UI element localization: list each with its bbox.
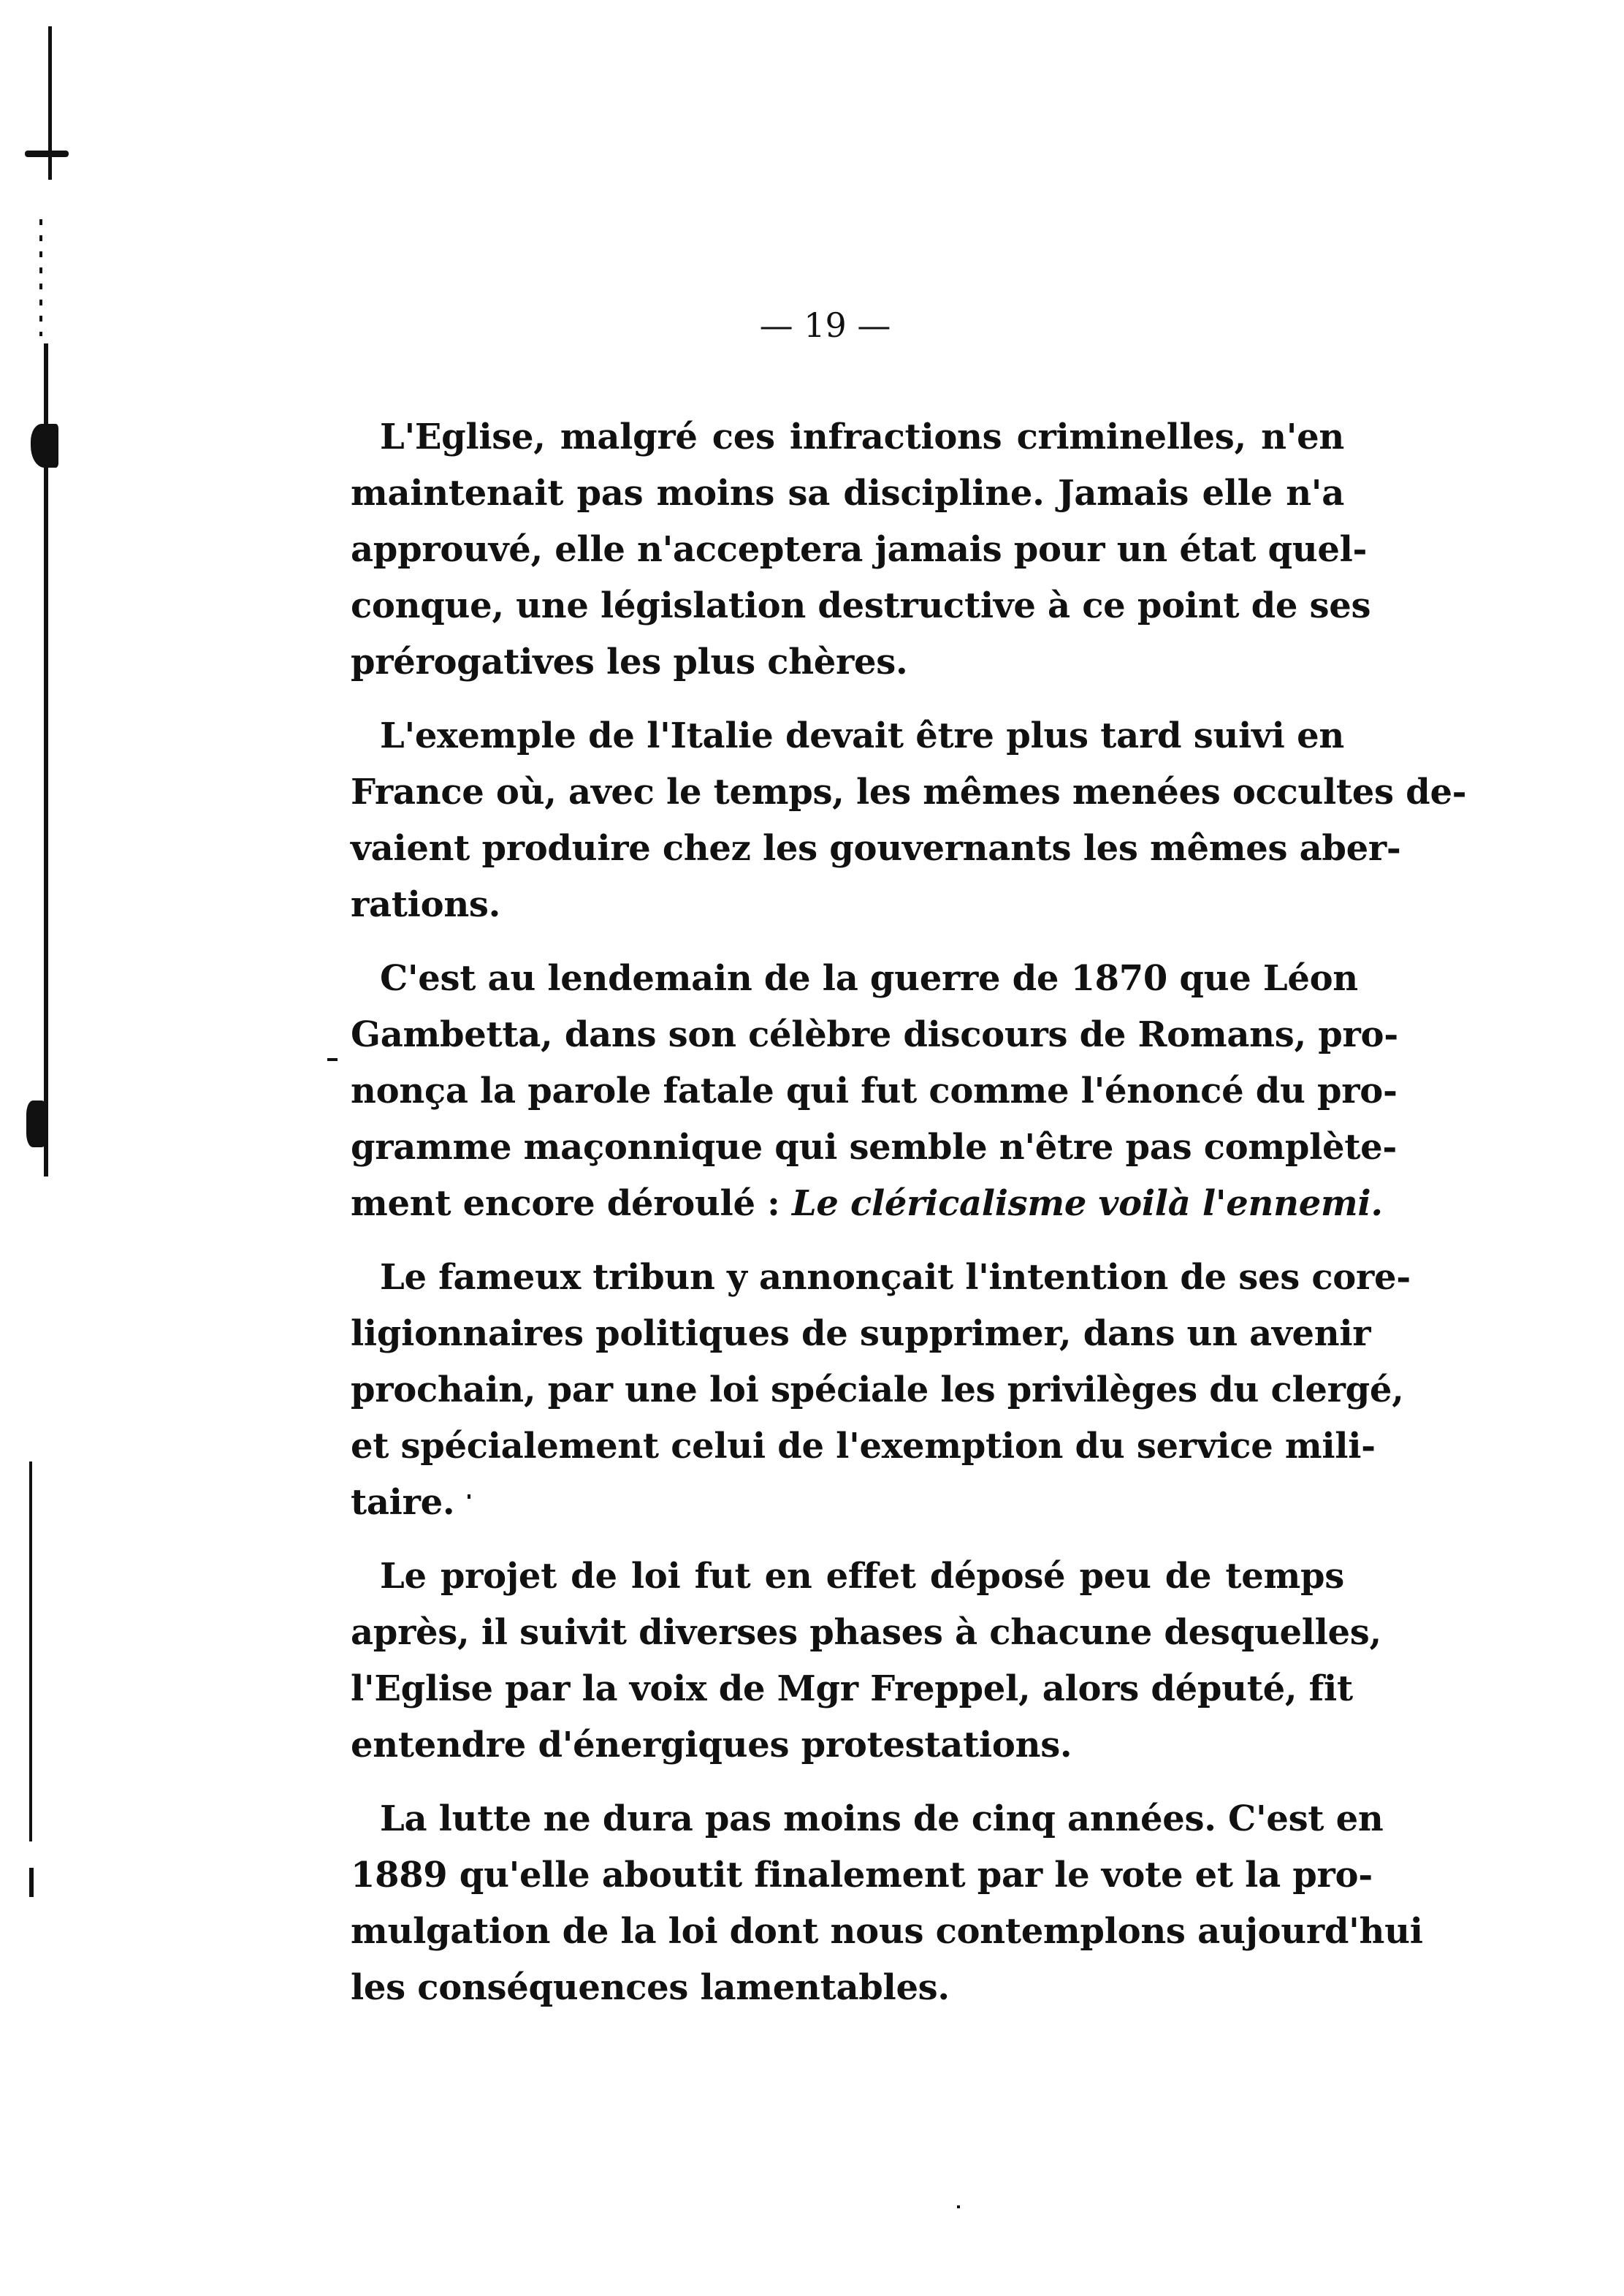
text-line: l'Eglise par la voix de Mgr Freppel, alors député, fit — [351, 1668, 1353, 1709]
text-line: approuvé, elle n'acceptera jamais pour un état quel- — [351, 529, 1368, 570]
text-line: mulgation de la loi dont nous contemplons aujourd'hui — [351, 1911, 1423, 1952]
text-line: L'Eglise, malgré ces infractions criminelles, n'en — [380, 417, 1344, 457]
scan-speck — [327, 1058, 338, 1061]
paragraph — [351, 951, 1398, 1232]
page-number: — 19 — — [759, 305, 891, 345]
text-line: prochain, par une loi spéciale les privilèges du clergé, — [351, 1369, 1404, 1410]
text-line: ligionnaires politiques de supprimer, dans un avenir — [351, 1313, 1371, 1354]
paragraph — [351, 1791, 1423, 2016]
text-line: entendre d'énergiques protestations. — [351, 1725, 1072, 1765]
text-line: L'exemple de l'Italie devait être plus tard suivi en — [380, 715, 1344, 756]
text-line: après, il suivit diverses phases à chacune desquelles, — [351, 1612, 1381, 1653]
text-line: vaient produire chez les gouvernants les mêmes aber- — [351, 828, 1401, 869]
text-line: 1889 qu'elle aboutit finalement par le vote et la pro- — [351, 1855, 1373, 1896]
italic-quote: Le cléricalisme voilà l'ennemi. — [791, 1183, 1383, 1224]
paragraph — [351, 1250, 1411, 1531]
binding-edge-mark — [31, 424, 58, 468]
text-line: C'est au lendemain de la guerre de 1870 que Léon — [380, 958, 1358, 999]
text-line: et spécialement celui de l'exemption du service mili- — [351, 1426, 1376, 1467]
text-line: nonça la parole fatale qui fut comme l'énoncé du pro- — [351, 1071, 1398, 1111]
binding-edge-mark — [26, 1101, 48, 1147]
text-line: taire. — [351, 1482, 455, 1523]
paragraph — [351, 409, 1371, 691]
text-line: France où, avec le temps, les mêmes menées occultes de- — [351, 772, 1467, 813]
text-line — [351, 1176, 1383, 1232]
binding-edge-mark — [29, 1868, 34, 1897]
text-line: Le projet de loi fut en effet déposé peu de temps — [380, 1556, 1344, 1597]
text-line: La lutte ne dura pas moins de cinq années. C'est en — [380, 1798, 1384, 1839]
text-fragment: ment encore déroulé : — [351, 1183, 792, 1224]
binding-edge-mark — [29, 1461, 32, 1841]
text-line: prérogatives les plus chères. — [351, 642, 908, 683]
paragraph — [351, 708, 1467, 933]
text-line: Le fameux tribun y annonçait l'intention de ses core- — [380, 1257, 1411, 1298]
text-line: les conséquences lamentables. — [351, 1967, 950, 2008]
text-line: conque, une législation destructive à ce point de ses — [351, 585, 1371, 626]
binding-edge-mark — [44, 343, 48, 1176]
paragraph — [351, 1548, 1381, 1774]
text-line: Gambetta, dans son célèbre discours de Romans, pro- — [351, 1014, 1398, 1055]
body-text — [351, 409, 1467, 2034]
text-line: maintenait pas moins sa discipline. Jamais elle n'a — [351, 473, 1344, 514]
text-line: gramme maçonnique qui semble n'être pas complète- — [351, 1127, 1398, 1168]
binding-edge-mark — [25, 151, 69, 157]
text-line: rations. — [351, 884, 501, 925]
scan-speck — [957, 2205, 960, 2208]
